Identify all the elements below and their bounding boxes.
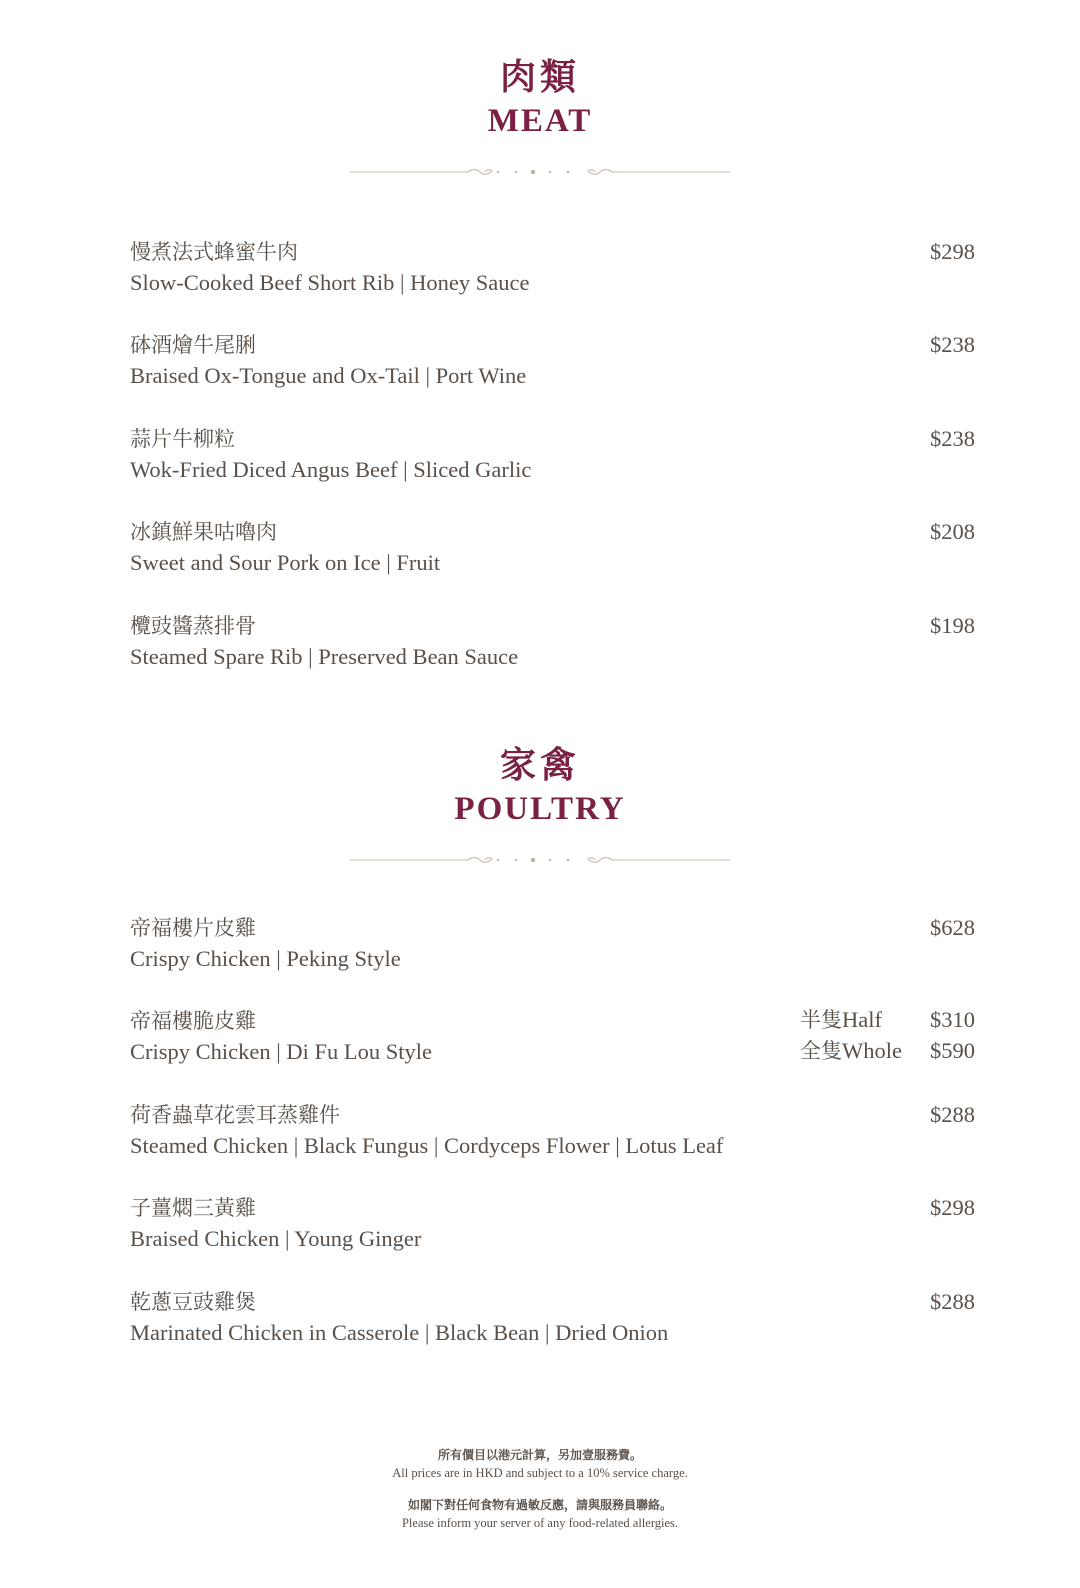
dish-name-zh: 乾蔥豆豉雞煲 [130, 1290, 256, 1314]
dish-name-zh: 荷香蟲草花雲耳蒸雞件 [130, 1103, 340, 1127]
dish-price: $288 [930, 1289, 975, 1314]
dish-name-en: Steamed Spare Rib | Preserved Bean Sauce [130, 644, 519, 669]
section-title-en: POULTRY [454, 791, 626, 827]
dish-name-zh: 慢煮法式蜂蜜牛肉 [130, 240, 298, 264]
footer-notes [0, 1446, 1080, 1532]
menu-item [130, 1288, 975, 1352]
dish-price: $288 [930, 1102, 975, 1127]
allergy-note-zh: 如閣下對任何食物有過敏反應，請與服務員聯絡。 [407, 1498, 672, 1512]
section-title-zh: 肉類 [499, 56, 580, 98]
dish-name-zh: 帝福樓脆皮雞 [130, 1009, 256, 1033]
price-note-zh: 所有價目以港元計算，另加壹服務費。 [437, 1448, 642, 1462]
dish-name-zh: 冰鎮鮮果咕嚕肉 [130, 520, 277, 544]
dish-name-en: Marinated Chicken in Casserole | Black Bean | Dried Onion [130, 1320, 669, 1345]
dish-price: $298 [930, 239, 975, 264]
dish-name-en: Steamed Chicken | Black Fungus | Cordyceps Flower | Lotus Leaf [130, 1133, 724, 1158]
allergy-note-en: Please inform your server of any food-related allergies. [401, 1516, 679, 1530]
dish-price: $238 [930, 426, 975, 451]
dish-price: $238 [930, 332, 975, 357]
menu-item [130, 238, 975, 302]
price-note-en: All prices are in HKD and subject to a 10% service charge. [392, 1466, 688, 1480]
menu-item [130, 1007, 975, 1071]
option-label-en: Whole [842, 1038, 902, 1063]
dish-name-zh: 砵酒燴牛尾脷 [130, 333, 256, 357]
dish-price: $628 [930, 915, 975, 940]
dish-name-en: Crispy Chicken | Di Fu Lou Style [130, 1039, 433, 1064]
menu-item [130, 331, 975, 395]
dish-name-en: Sweet and Sour Pork on Ice | Fruit [130, 550, 441, 575]
dish-name-zh: 蒜片牛柳粒 [130, 427, 235, 451]
dish-name-zh: 子薑燜三黃雞 [130, 1196, 256, 1220]
dish-name-zh: 欖豉醬蒸排骨 [130, 614, 256, 638]
section-title-zh: 家禽 [499, 744, 580, 786]
dish-name-en: Crispy Chicken | Peking Style [130, 946, 401, 971]
menu-item [130, 612, 975, 676]
menu-item [130, 914, 975, 978]
dish-name-en: Braised Ox-Tongue and Ox-Tail | Port Wine [130, 363, 527, 388]
option-label-en: Half [842, 1007, 882, 1032]
ornament-divider [350, 852, 730, 868]
section-title-en: MEAT [487, 103, 593, 139]
price-option-half [800, 1005, 975, 1035]
ornament-divider [350, 164, 730, 180]
dish-price: $298 [930, 1195, 975, 1220]
dish-name-en: Slow-Cooked Beef Short Rib | Honey Sauce [130, 270, 530, 295]
dish-price: $198 [930, 613, 975, 638]
option-label-zh: 半隻 [800, 1008, 842, 1032]
option-label-zh: 全隻 [800, 1039, 842, 1063]
dish-name-zh: 帝福樓片皮雞 [130, 916, 256, 940]
menu-item [130, 1101, 975, 1165]
section-heading-meat [0, 55, 1080, 141]
option-price: $310 [930, 1007, 975, 1032]
option-price: $590 [930, 1038, 975, 1063]
dish-name-en: Wok-Fried Diced Angus Beef | Sliced Garlic [130, 457, 532, 482]
menu-item [130, 518, 975, 582]
price-option-whole [800, 1036, 975, 1066]
section-heading-poultry [0, 743, 1080, 829]
dish-name-en: Braised Chicken | Young Ginger [130, 1226, 422, 1251]
menu-item [130, 1194, 975, 1258]
menu-item [130, 425, 975, 489]
dish-price: $208 [930, 519, 975, 544]
